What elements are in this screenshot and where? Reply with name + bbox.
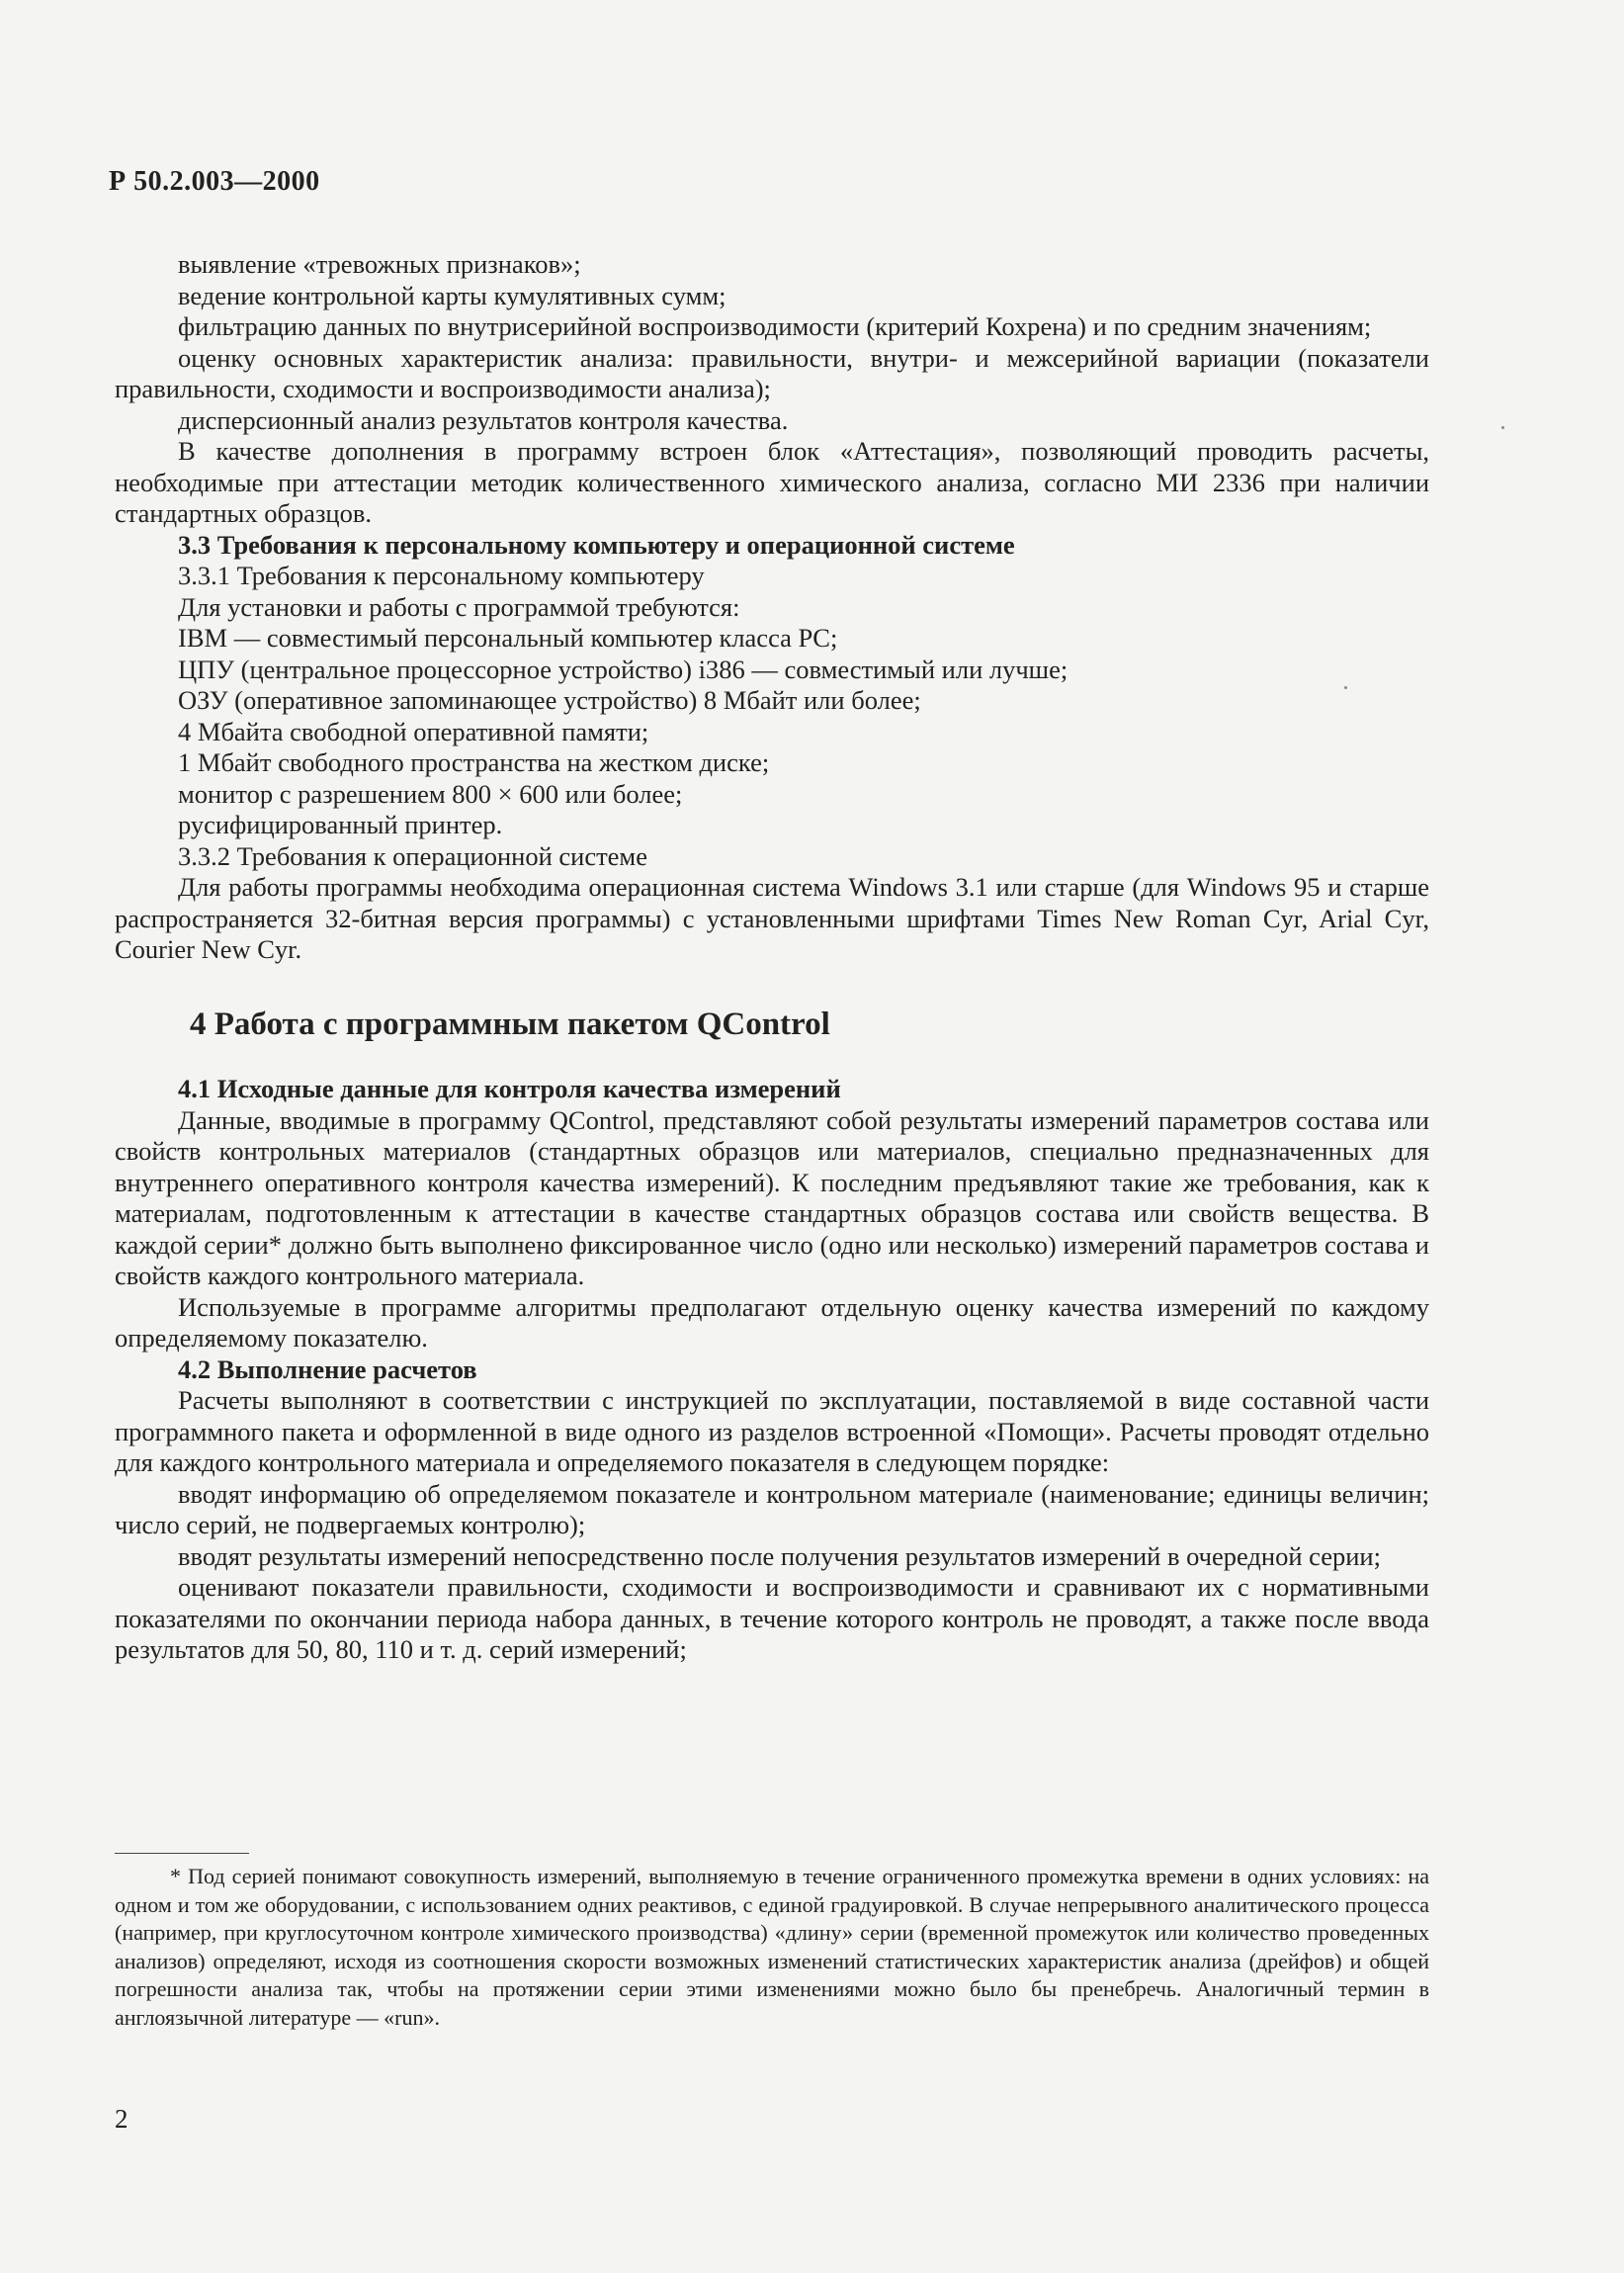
footnote: [115, 1863, 1429, 2032]
paragraph: оценку основных характеристик анализа: правильности, внутри- и межсерийной вариации (показатели правильности, сходимости и воспроизводимости анализа);: [115, 342, 1429, 403]
paragraph: вводят информацию об определяемом показателе и контрольном материале (наименование; единицы величин; число серий, не подвергаемых контролю);: [115, 1478, 1429, 1539]
paragraph: вводят результаты измерений непосредственно после получения результатов измерений в очередной серии;: [178, 1540, 1381, 1571]
paragraph: В качестве дополнения в программу встроен блок «Аттестация», позволяющий проводить расчеты, необходимые при аттестации методик количественного химического анализа, согласно МИ 2336 при наличии стандартных образцов.: [115, 436, 1429, 528]
paragraph: фильтрацию данных по внутрисерийной воспроизводимости (критерий Кохрена) и по средним значениям;: [178, 311, 1372, 341]
subsection-title-4-1: 4.1 Исходные данные для контроля качества измерений: [178, 1074, 841, 1103]
page-number: 2: [115, 2104, 128, 2134]
scan-speck: [1501, 426, 1504, 429]
section-title: 4 Работа с программным пакетом QControl: [190, 1005, 830, 1042]
paragraph: Используемые в программе алгоритмы предполагают отдельную оценку качества измерений по каждому определяемому показателю.: [115, 1291, 1429, 1353]
paragraph: Для установки и работы с программой требуются:: [178, 591, 740, 622]
paragraph: Данные, вводимые в программу QControl, представляют собой результаты измерений параметров состава или свойств контрольных материалов (стандартных образцов или материалов, специально предназначенных для внутреннего оперативного контроля качества измерений). К последним предъявляют такие же требования, как к материалам, подготовленным к аттестации в качестве стандартных образцов состава или свойств вещества. В каждой серии* должно быть выполнено фиксированное число (одно или несколько) измерений параметров состава и свойств каждого контрольного материала.: [115, 1104, 1429, 1290]
paragraph: Для работы программы необходима операционная система Windows 3.1 или старше (для Windows 95 и старше распространяется 32-битная версия программы) с установленными шрифтами Times New Roman Cyr, Arial Cyr, Courier New Cyr.: [115, 872, 1429, 964]
paragraph: русифицированный принтер.: [178, 810, 503, 839]
paragraph: 1 Мбайт свободного пространства на жестком диске;: [178, 747, 770, 777]
paragraph: дисперсионный анализ результатов контроля качества.: [178, 404, 789, 435]
scan-speck: [1344, 686, 1347, 689]
paragraph: оценивают показатели правильности, сходимости и воспроизводимости и сравнивают их с нормативными показателями по окончании периода набора данных, в течение которого контроль не проводят, а также после ввода результатов для 50, 80, 110 и т. д. серий измерений;: [115, 1572, 1429, 1664]
paragraph: ЦПУ (центральное процессорное устройство) i386 — совместимый или лучше;: [178, 654, 1068, 684]
body-text: [115, 249, 1429, 1666]
paragraph: Расчеты выполняют в соответствии с инструкцией по эксплуатации, поставляемой в виде составной части программного пакета и оформленной в виде одного из разделов встроенной «Помощи». Расчеты проводят отдельно для каждого контрольного материала и определяемого показателя в следующем порядке:: [115, 1385, 1429, 1477]
paragraph: ОЗУ (оперативное запоминающее устройство) 8 Мбайт или более;: [178, 685, 921, 715]
paragraph: 4 Мбайта свободной оперативной памяти;: [178, 716, 649, 746]
paragraph: выявление «тревожных признаков»;: [178, 249, 581, 279]
paragraph: ведение контрольной карты кумулятивных сумм;: [178, 280, 727, 310]
document-header: Р 50.2.003—2000: [109, 166, 320, 197]
subsection-title-4-2: 4.2 Выполнение расчетов: [178, 1354, 477, 1384]
paragraph: 3.3.1 Требования к персональному компьютеру: [178, 561, 705, 590]
paragraph: IBM — совместимый персональный компьютер класса PC;: [178, 623, 838, 653]
paragraph: 3.3.2 Требования к операционной системе: [178, 840, 647, 871]
subsection-title-3-3: 3.3 Требования к персональному компьютеру и операционной системе: [178, 529, 1015, 560]
footnote-text: * Под серией понимают совокупность измерений, выполняемую в течение ограниченного промежутка времени в одних условиях: на одном и том же оборудовании, с использованием одних реактивов, с единой градуировкой. В случае непрерывного аналитического процесса (например, при круглосуточном контроле химического производства) «длину» серии (временной промежуток или количество проведенных анализов) определяют, исходя из соотношения скорости возможных изменений статистических характеристик анализа (дрейфов) и общей погрешности анализа так, чтобы на протяжении серии этими изменениями можно было бы пренебречь. Аналогичный термин в англоязычной литературе — «run».: [115, 1864, 1429, 2030]
footnote-divider: [115, 1853, 249, 1854]
paragraph: монитор с разрешением 800 × 600 или более;: [178, 778, 683, 809]
